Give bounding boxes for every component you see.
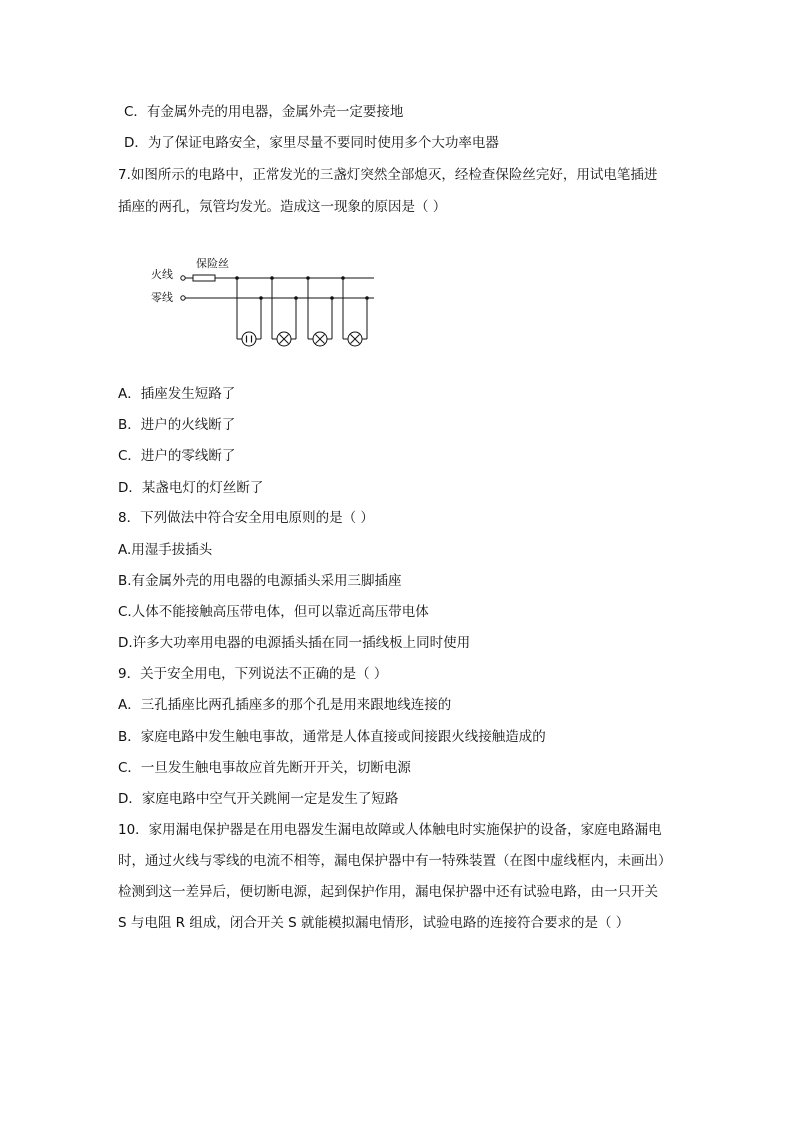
- question-10-line1: 10．家用漏电保护器是在用电器发生漏电故障或人体触电时实施保护的设备，家庭电路漏电: [118, 822, 662, 838]
- socket-branch: [235, 276, 263, 346]
- question-7-line1: 7.如图所示的电路中，正常发光的三盏灯突然全部熄灭，经检查保险丝完好，用试电笔插进: [118, 167, 658, 183]
- circuit-diagram: [148, 252, 380, 356]
- lamp-branch-2: [306, 276, 334, 346]
- option-a-q8: A.用湿手拔插头: [118, 542, 213, 558]
- question-10-line4: S 与电阻 R 组成，闭合开关 S 就能模拟漏电情形，试验电路的连接符合要求的是（ ）: [118, 915, 630, 931]
- option-c-q8: C.人体不能接触高压带电体，但可以靠近高压带电体: [118, 604, 429, 620]
- question-7-line2: 插座的两孔，氖管均发光。造成这一现象的原因是（ ）: [118, 199, 447, 215]
- question-10-line3: 检测到这一差异后，便切断电源，起到保护作用，漏电保护器中还有试验电路，由一只开关: [118, 884, 658, 900]
- option-d-q7: D．某盏电灯的灯丝断了: [118, 480, 264, 496]
- option-c-q6: C．有金属外壳的用电器，金属外壳一定要接地: [124, 104, 404, 120]
- socket-symbol: [242, 332, 256, 346]
- option-c-q9: C．一旦发生触电事故应首先断开开关，切断电源: [118, 760, 411, 776]
- lamp-branch-1: [270, 276, 298, 346]
- option-d-q6: D．为了保证电路安全，家里尽量不要同时使用多个大功率电器: [124, 135, 499, 151]
- option-a-q9: A．三孔插座比两孔插座多的那个孔是用来跟地线连接的: [118, 697, 452, 713]
- question-10-line2: 时，通过火线与零线的电流不相等，漏电保护器中有一特殊装置（在图中虚线框内，未画出）: [118, 853, 672, 869]
- option-a-q7: A．插座发生短路了: [118, 386, 236, 402]
- option-d-q9: D．家庭电路中空气开关跳闸一定是发生了短路: [118, 791, 399, 807]
- fuse: [193, 275, 215, 281]
- fuse-label: 保险丝: [196, 257, 229, 270]
- question-8: 8．下列做法中符合安全用电原则的是（ ）: [118, 510, 374, 526]
- live-wire-label: 火线: [151, 268, 173, 281]
- option-b-q8: B.有金属外壳的用电器的电源插头采用三脚插座: [118, 573, 402, 589]
- option-b-q7: B．进户的火线断了: [118, 417, 236, 433]
- option-c-q7: C．进户的零线断了: [118, 448, 236, 464]
- option-b-q9: B．家庭电路中发生触电事故，通常是人体直接或间接跟火线接触造成的: [118, 729, 546, 745]
- option-d-q8: D.许多大功率用电器的电源插头插在同一插线板上同时使用: [118, 635, 471, 651]
- question-9: 9．关于安全用电，下列说法不正确的是（ ）: [118, 666, 388, 682]
- neutral-wire-label: 零线: [151, 291, 173, 304]
- live-terminal: [181, 276, 185, 280]
- lamp-branch-3: [341, 276, 369, 346]
- neutral-terminal: [181, 296, 185, 300]
